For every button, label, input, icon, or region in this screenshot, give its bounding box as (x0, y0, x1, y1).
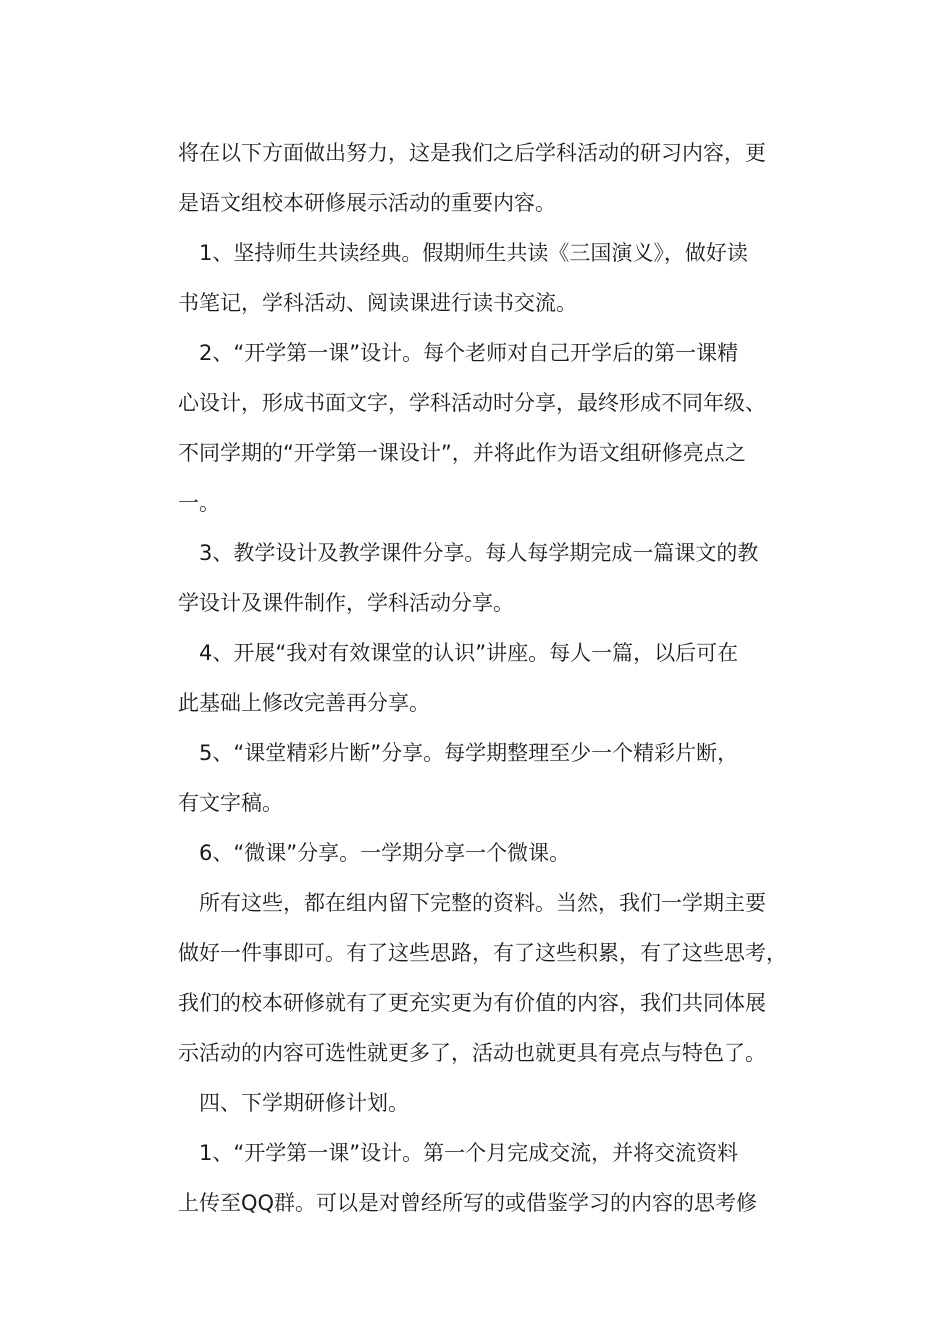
text-line: 2、“开学第一课”设计。每个老师对自己开学后的第一课精 (199, 341, 739, 365)
text-line: 将在以下方面做出努力，这是我们之后学科活动的研习内容，更 (178, 141, 766, 165)
text-line: 所有这些，都在组内留下完整的资料。当然，我们一学期主要 (199, 891, 766, 915)
text-line: 此基础上修改完善再分享。 (178, 691, 430, 715)
text-line: 做好一件事即可。有了这些思路，有了这些积累，有了这些思考， (178, 941, 787, 965)
text-line: 5、“课堂精彩片断”分享。每学期整理至少一个精彩片断， (199, 741, 739, 765)
text-line: 心设计，形成书面文字，学科活动时分享，最终形成不同年级、 (178, 391, 766, 415)
text-line: 3、教学设计及教学课件分享。每人每学期完成一篇课文的教 (199, 541, 759, 565)
text-line: 我们的校本研修就有了更充实更为有价值的内容，我们共同体展 (178, 991, 766, 1015)
text-line: 一。 (178, 491, 220, 515)
text-line: 6、“微课”分享。一学期分享一个微课。 (199, 841, 571, 865)
text-line: 书笔记，学科活动、阅读课进行读书交流。 (178, 291, 577, 315)
text-line: 1、坚持师生共读经典。假期师生共读《三国演义》，做好读 (199, 241, 748, 265)
text-line: 不同学期的“开学第一课设计”，并将此作为语文组研修亮点之 (178, 441, 746, 465)
text-line: 1、“开学第一课”设计。第一个月完成交流，并将交流资料 (199, 1141, 739, 1165)
text-line: 有文字稿。 (178, 791, 283, 815)
text-line: 4、开展“我对有效课堂的认识”讲座。每人一篇，以后可在 (199, 641, 739, 665)
text-line: 学设计及课件制作，学科活动分享。 (178, 591, 514, 615)
body-text (178, 128, 824, 1228)
text-line: 上传至QQ群。可以是对曾经所写的或借鉴学习的内容的思考修 (178, 1191, 758, 1215)
text-line: 示活动的内容可选性就更多了，活动也就更具有亮点与特色了。 (178, 1041, 766, 1065)
text-line: 四、下学期研修计划。 (199, 1091, 409, 1115)
text-line: 是语文组校本研修展示活动的重要内容。 (178, 191, 556, 215)
